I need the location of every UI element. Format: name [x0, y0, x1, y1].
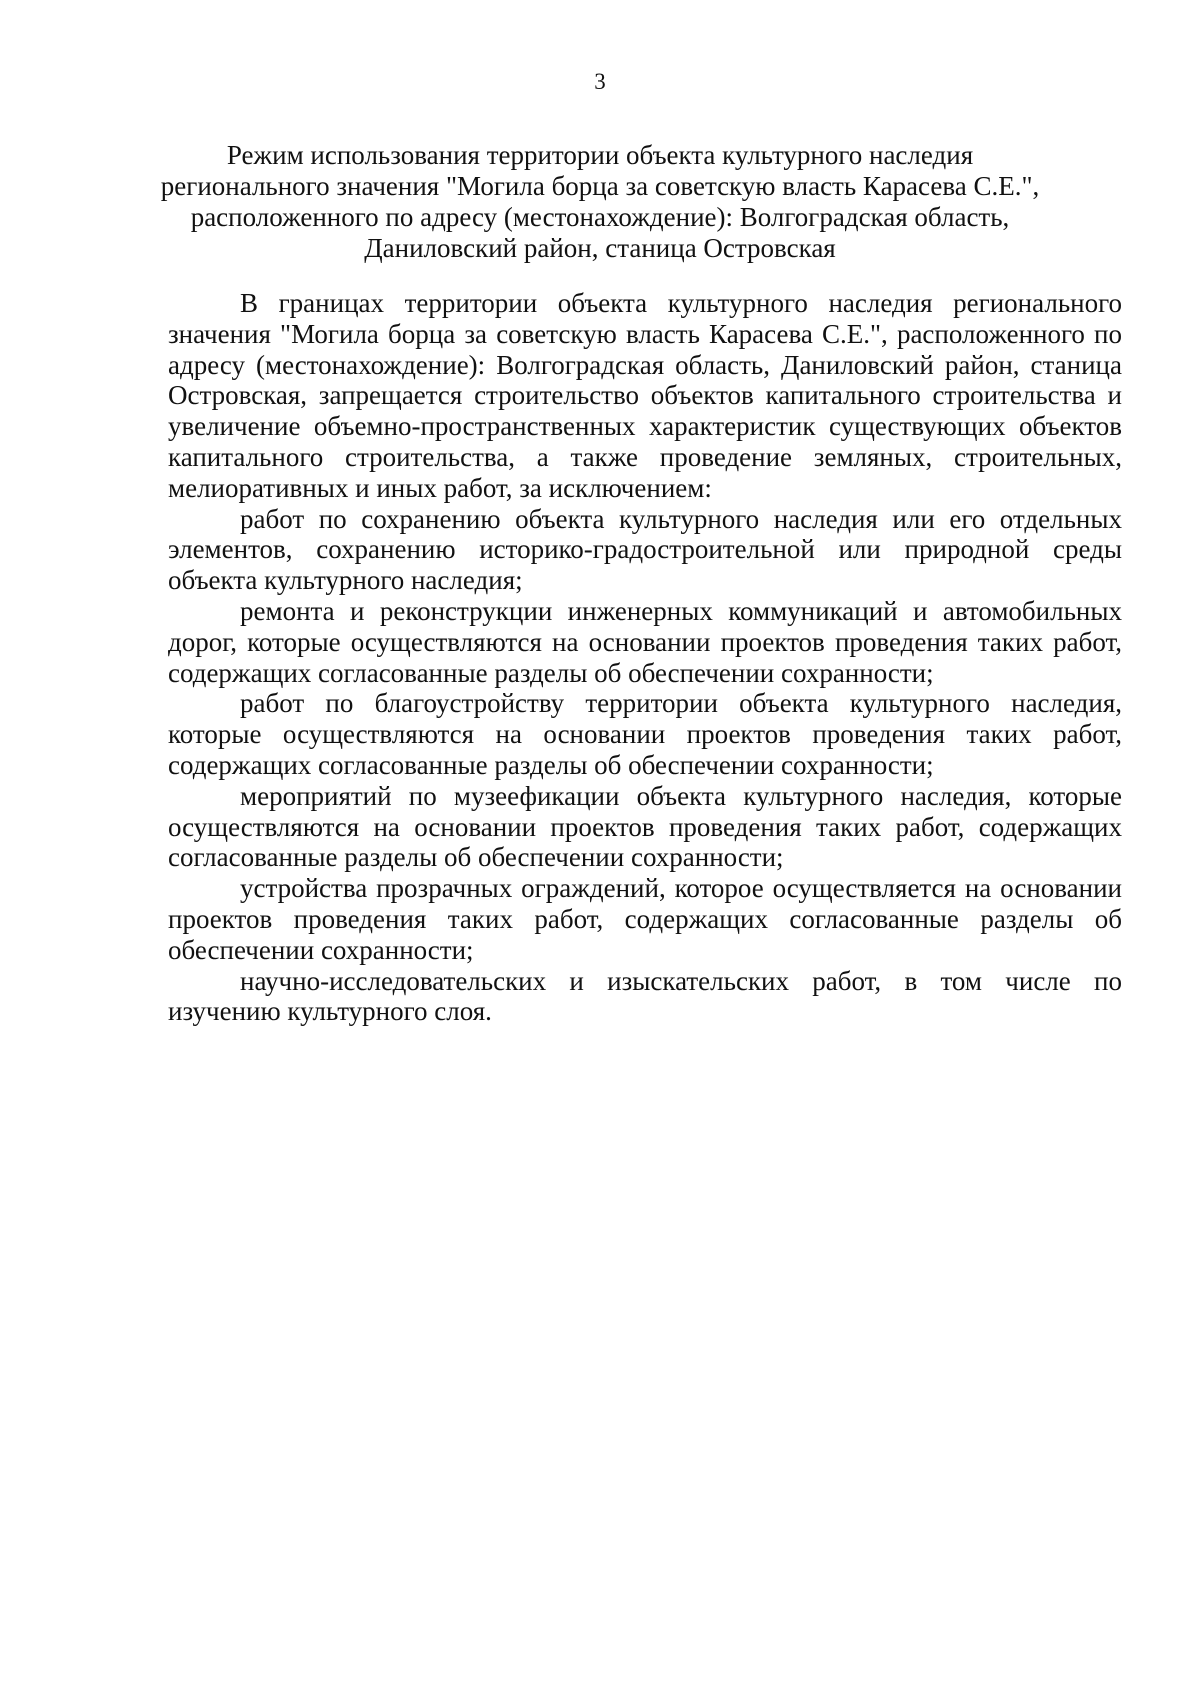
- title-line: регионального значения "Могила борца за советскую власть Карасева С.Е.",: [160, 171, 1040, 201]
- intro-paragraph: В границах территории объекта культурного наследия регионального значения "Могила борца за советскую власть Карасева С.Е.", расположенного по адресу (местонахождение): Волгоградская область, Даниловский район, станица Островская, запрещается строительство объектов капитального строительства и увеличение объемно-пространственных характеристик существующих объектов капитального строительства, а также проведение земляных, строительных, мелиоративных и иных работ, за исключением:: [168, 288, 1122, 503]
- exception-item: работ по благоустройству территории объекта культурного наследия, которые осуществляются на основании проектов проведения таких работ, содержащих согласованные разделы об обеспечении сохранности;: [168, 688, 1122, 780]
- title-line: Даниловский район, станица Островская: [364, 233, 836, 263]
- document-body: [168, 288, 1122, 1027]
- exception-item: научно-исследовательских и изыскательских работ, в том числе по изучению культурного слоя.: [168, 965, 1122, 1027]
- exception-item: мероприятий по музеефикации объекта культурного наследия, которые осуществляются на основании проектов проведения таких работ, содержащих согласованные разделы об обеспечении сохранности;: [168, 780, 1122, 873]
- title-line: расположенного по адресу (местонахождение): Волгоградская область,: [190, 202, 1010, 232]
- exception-item: устройства прозрачных ограждений, которое осуществляется на основании проектов проведения таких работ, содержащих согласованные разделы об обеспечении сохранности;: [168, 873, 1122, 965]
- title-line: Режим использования территории объекта культурного наследия: [226, 140, 974, 170]
- document-title: [150, 140, 1050, 264]
- exception-item: работ по сохранению объекта культурного наследия или его отдельных элементов, сохранению историко-градостроительной или природной среды объекта культурного наследия;: [168, 503, 1122, 596]
- exception-item: ремонта и реконструкции инженерных коммуникаций и автомобильных дорог, которые осуществляются на основании проектов проведения таких работ, содержащих согласованные разделы об обеспечении сохранности;: [168, 595, 1122, 688]
- page-number: 3: [594, 69, 606, 94]
